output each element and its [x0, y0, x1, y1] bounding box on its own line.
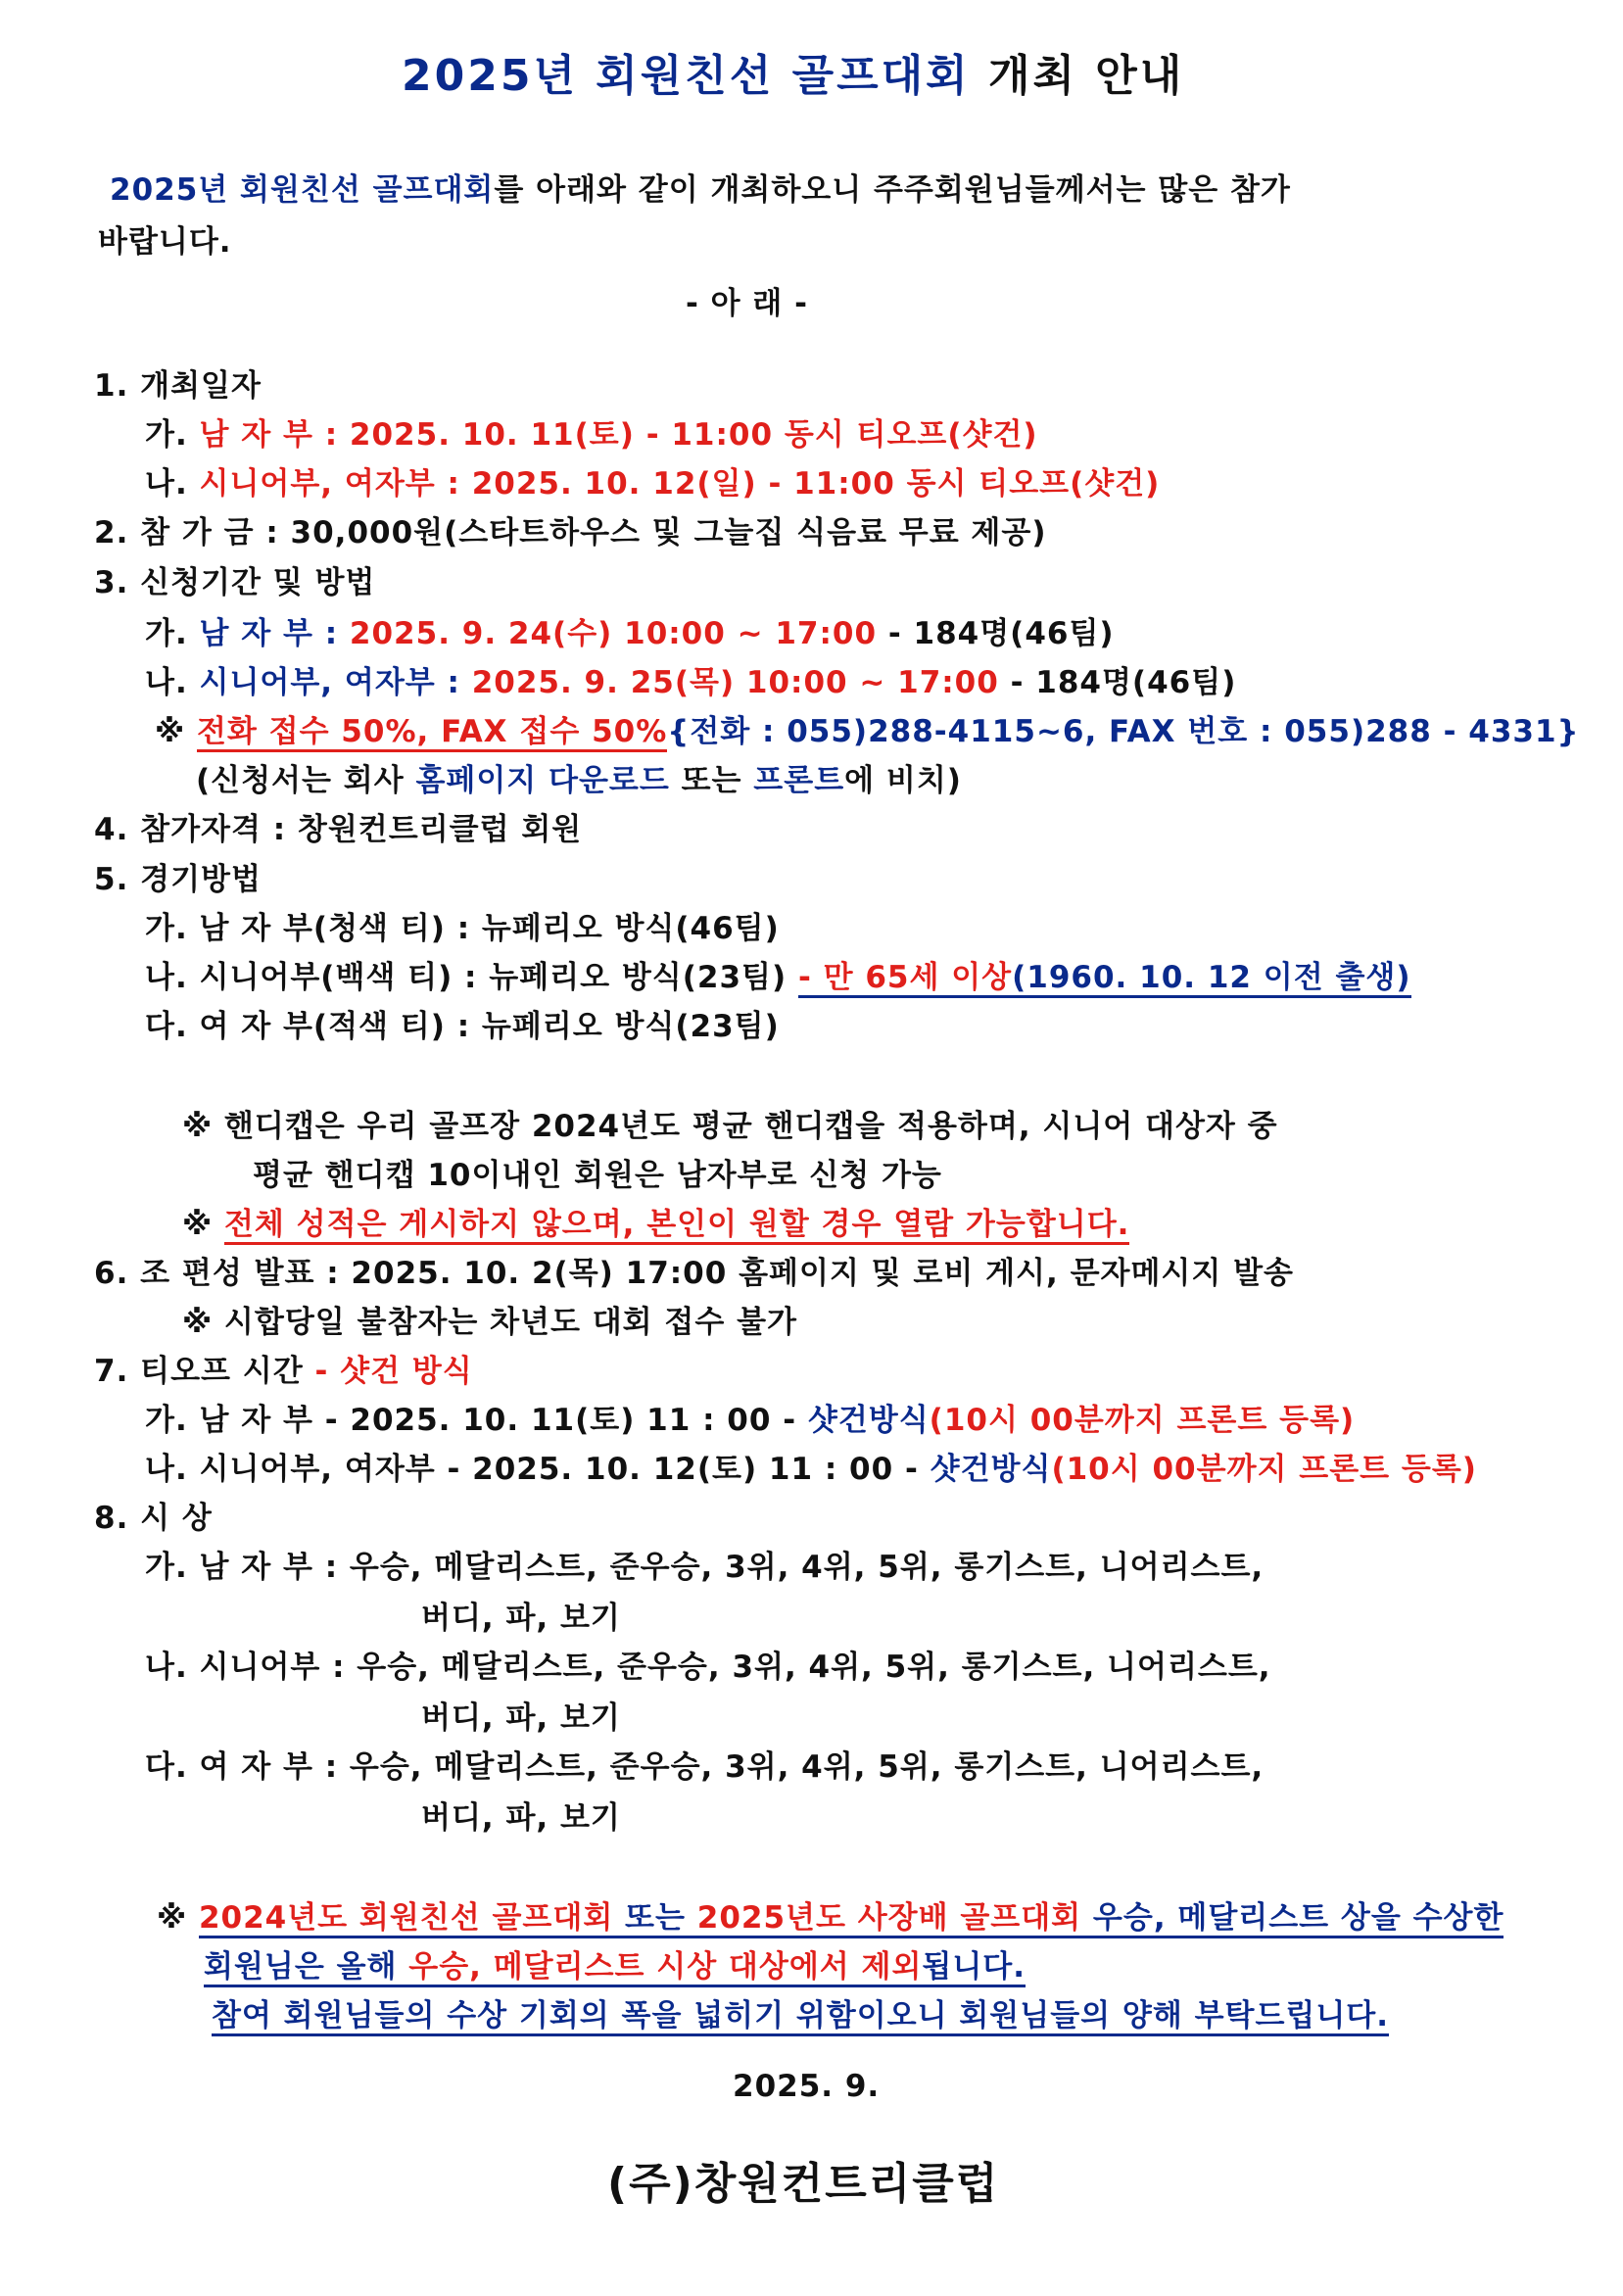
front-registration-deadline: (10시 00분까지 프론트 등록) — [929, 1403, 1356, 1438]
homepage-download-text: 홈페이지 다운로드 — [415, 763, 670, 798]
section-7-heading — [94, 1352, 473, 1391]
page-title — [402, 51, 1185, 101]
intro-line-1 — [110, 170, 1291, 210]
item-prefix: 가. — [145, 616, 200, 651]
section-divider-label: - 아 래 - — [686, 286, 809, 321]
awards-men: 가. 남 자 부 : 우승, 메달리스트, 준우승, 3위, 4위, 5위, 롱기스트, 니어리스트, — [145, 1550, 1265, 1585]
item-prefix: 나. — [145, 665, 200, 700]
intro-text: 를 아래와 같이 개최하오니 주주회원님들께서는 많은 참가 — [494, 172, 1291, 208]
document-date: 2025. 9. — [733, 2069, 881, 2104]
note-text: 또는 — [669, 763, 754, 798]
awards-senior: 나. 시니어부 : 우승, 메달리스트, 준우승, 3위, 4위, 5위, 롱기스트, 니어리스트, — [145, 1650, 1271, 1685]
section-1-item-a — [145, 415, 1038, 454]
section-3-item-a-period: 2025. 9. 24(수) 10:00 ~ 17:00 — [349, 616, 878, 651]
shotgun-method: 샷건방식 — [807, 1403, 930, 1438]
section-3-item-a-capacity: - 184명(46팀) — [877, 616, 1115, 651]
section-3-heading: 3. 신청기간 및 방법 — [94, 565, 376, 600]
front-registration-deadline: (10시 00분까지 프론트 등록) — [1051, 1452, 1477, 1487]
organization-signature: (주)창원컨트리클럽 — [607, 2159, 1000, 2209]
awards-men-cont: 버디, 파, 보기 — [421, 1601, 621, 1636]
section-5-heading: 5. 경기방법 — [94, 862, 262, 897]
note-mark: ※ — [155, 714, 197, 749]
senior-age-requirement: - 만 65세 이상 — [798, 960, 1012, 998]
final-note-line-1 — [157, 1898, 1504, 1937]
section-3-item-b-group: 시니어부, 여자부 : — [199, 665, 472, 700]
section-3-note-contacts: {전화 : 055)288-4115~6, FAX 번호 : 055)288 - 4331} — [667, 714, 1580, 749]
final-note-line-3 — [212, 1996, 1389, 2035]
awards-women: 다. 여 자 부 : 우승, 메달리스트, 준우승, 3위, 4위, 5위, 롱기스트, 니어리스트, — [145, 1749, 1265, 1785]
item-prefix: 나. — [145, 466, 200, 502]
note-mark: ※ — [157, 1900, 199, 1936]
section-1-item-b — [145, 464, 1160, 503]
section-3-item-b-period: 2025. 9. 25(목) 10:00 ~ 17:00 — [471, 665, 999, 700]
section-5-item-b — [145, 958, 1411, 997]
section-5-item-a: 가. 남 자 부(청색 티) : 뉴페리오 방식(46팀) — [145, 911, 780, 946]
section-3-item-a — [145, 614, 1115, 653]
section-3-note-2 — [196, 761, 962, 800]
results-note — [182, 1205, 1129, 1244]
intro-line-2: 바랍니다. — [98, 224, 232, 260]
title-suffix: 개최 안내 — [970, 51, 1185, 101]
section-1-item-b-text: 시니어부, 여자부 : 2025. 10. 12(일) - 11:00 동시 티오프(샷건) — [199, 466, 1161, 502]
note-mark: ※ — [182, 1207, 224, 1242]
section-3-item-b — [145, 663, 1236, 702]
shotgun-label: - 샷건 방식 — [314, 1354, 473, 1389]
section-5-item-b-text: 나. 시니어부(백색 티) : 뉴페리오 방식(23팀) — [145, 960, 798, 995]
section-1-item-a-text: 남 자 부 : 2025. 10. 11(토) - 11:00 동시 티오프(샷건) — [199, 417, 1038, 453]
intro-event-name: 2025년 회원친선 골프대회 — [110, 172, 495, 208]
section-2-heading: 2. 참 가 금 : 30,000원(스타트하우스 및 그늘집 식음료 무료 제공) — [94, 515, 1047, 550]
section-8-heading: 8. 시 상 — [94, 1501, 213, 1536]
note-text: 회원님은 올해 — [204, 1949, 408, 1987]
shotgun-method: 샷건방식 — [930, 1452, 1052, 1487]
section-4-heading: 4. 참가자격 : 창원컨트리클럽 회원 — [94, 812, 583, 847]
item-prefix: 가. — [145, 417, 200, 453]
section-7-item-b-text: 나. 시니어부, 여자부 - 2025. 10. 12(토) 11 : 00 - — [145, 1452, 931, 1487]
final-note-line-2 — [204, 1947, 1026, 1986]
section-1-heading: 1. 개최일자 — [94, 368, 262, 404]
note-text: (신청서는 회사 — [196, 763, 416, 798]
handicap-note: ※ 핸디캡은 우리 골프장 2024년도 평균 핸디캡을 적용하며, 시니어 대상자 중 — [182, 1109, 1278, 1144]
handicap-note-2: 평균 핸디캡 10이내인 회원은 남자부로 신청 가능 — [253, 1158, 942, 1193]
section-6-note: ※ 시합당일 불참자는 차년도 대회 접수 불가 — [182, 1305, 797, 1340]
note-text: 에 비치) — [844, 763, 962, 798]
section-6-heading: 6. 조 편성 발표 : 2025. 10. 2(목) 17:00 홈페이지 및 로비 게시, 문자메시지 발송 — [94, 1256, 1294, 1291]
excluded-awards: 우승, 메달리스트 시상 대상에서 제외 — [408, 1949, 922, 1987]
title-highlight: 2025년 회원친선 골프대회 — [402, 51, 971, 101]
section-3-item-b-capacity: - 184명(46팀) — [998, 665, 1237, 700]
section-7-item-a — [145, 1401, 1355, 1440]
section-5-item-c: 다. 여 자 부(적색 티) : 뉴페리오 방식(23팀) — [145, 1009, 780, 1044]
section-7-heading-text: 7. 티오프 시간 — [94, 1354, 315, 1389]
note-text: 참여 회원님들의 수상 기회의 폭을 넓히기 위함이오니 회원님들의 양해 부탁드립니다. — [212, 1998, 1389, 2036]
senior-birth-cutoff: (1960. 10. 12 이전 출생) — [1012, 960, 1410, 998]
note-text: 됩니다. — [922, 1949, 1026, 1987]
section-7-item-a-text: 가. 남 자 부 - 2025. 10. 11(토) 11 : 00 - — [145, 1403, 808, 1438]
section-7-item-b — [145, 1450, 1477, 1489]
section-3-item-a-group: 남 자 부 : — [199, 616, 350, 651]
awards-senior-cont: 버디, 파, 보기 — [421, 1700, 621, 1736]
prior-event-2: 2025년도 사장배 골프대회 — [697, 1900, 1081, 1938]
awards-women-cont: 버디, 파, 보기 — [421, 1800, 621, 1836]
section-3-note-ratio: 전화 접수 50%, FAX 접수 50% — [197, 714, 667, 752]
results-note-text: 전체 성적은 게시하지 않으며, 본인이 원할 경우 열람 가능합니다. — [224, 1207, 1130, 1245]
prior-event-1: 2024년도 회원친선 골프대회 — [199, 1900, 613, 1938]
section-3-note — [155, 712, 1580, 751]
front-desk-text: 프론트 — [753, 763, 845, 798]
note-connector: 또는 — [613, 1900, 696, 1938]
note-text: 우승, 메달리스트 상을 수상한 — [1081, 1900, 1504, 1938]
